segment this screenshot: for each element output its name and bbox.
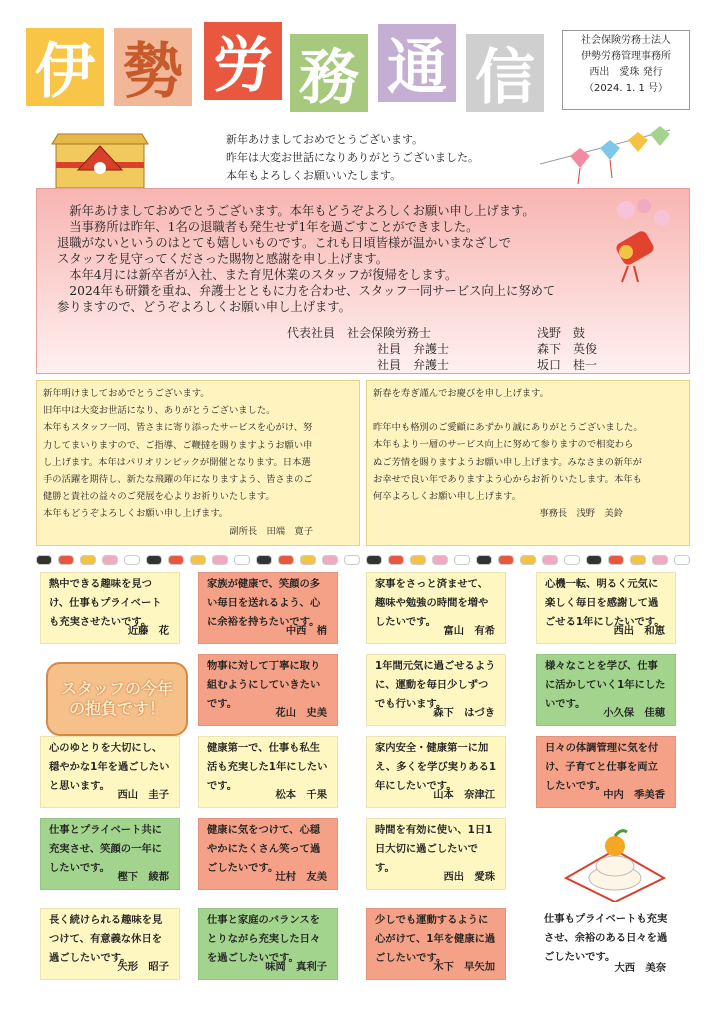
greeting-line: 昨年は大変お世話になりありがとうございました。 [226, 151, 479, 164]
staff-resolution-card [366, 654, 506, 726]
staff-resolution-card [366, 736, 506, 808]
divider-ornament [652, 555, 668, 565]
divider-ornament [300, 555, 316, 565]
staff-resolution-card [536, 736, 676, 808]
title-char: 信 [466, 34, 544, 112]
divider-ornament [366, 555, 382, 565]
publisher-office: 伊勢労務管理事務所 [581, 51, 671, 62]
resolution-text: 仕事もプライベートも充実させ、余裕のある日々を過ごしたいです。 [544, 913, 668, 963]
divider-ornament [124, 555, 140, 565]
signature-name: 坂口 桂一 [537, 358, 598, 372]
staff-name: 味岡 真利子 [265, 961, 327, 973]
representative-message [36, 188, 690, 374]
staff-resolution-card [198, 572, 338, 644]
divider-ornament [256, 555, 272, 565]
divider-ornament [80, 555, 96, 565]
staff-name: 樫下 綾都 [117, 871, 169, 883]
staff-name: 森下 はづき [433, 707, 495, 719]
resolution-text: 長く続けられる趣味を見つけて、有意義な休日を過ごしたいです。 [49, 914, 163, 964]
title-char: 務 [290, 34, 368, 112]
divider-ornament [322, 555, 338, 565]
staff-name: 大西 美奈 [614, 962, 666, 974]
message-line: 何卒よろしくお願い申し上げます。 [373, 491, 522, 503]
message-line: お幸せで良い年でありますよう心からお祈りいたします。本年も [373, 473, 642, 485]
divider-ornament [102, 555, 118, 565]
staff-name: 西山 圭子 [117, 789, 169, 801]
divider-ornament [190, 555, 206, 565]
message-signature: 副所長 田端 寛子 [229, 525, 313, 537]
staff-resolution-card [366, 818, 506, 890]
callout-line: スタッフの今年 [60, 679, 173, 698]
divider-ornament [674, 555, 690, 565]
title-char: 伊 [26, 28, 104, 106]
message-line: 本年もより一層のサービス向上に努めて参りますので相変わら [373, 439, 634, 451]
divider-ornament [454, 555, 470, 565]
greeting-line: 本年もよろしくお願いいたします。 [226, 169, 402, 182]
staff-name: 矢形 昭子 [117, 961, 169, 973]
signature-name: 浅野 鼓 [537, 326, 586, 340]
vice-director-message [36, 380, 360, 546]
resolution-text: 家族が健康で、笑顔の多い毎日を送れるよう、心に余裕を持ちたいです。 [207, 578, 321, 628]
message-line: ぬご芳情を賜りますようお願い申し上げます。みなさまの新年が [373, 456, 642, 468]
message-line: 新年明けましておめでとうございます。 [43, 388, 210, 399]
divider-ornament [630, 555, 646, 565]
divider-ornament [520, 555, 536, 565]
signature-title: 代表社員 社会保険労務士 [287, 326, 432, 340]
staff-resolution-card [536, 654, 676, 726]
divider-ornament [146, 555, 162, 565]
staff-resolution-card [40, 908, 180, 980]
greeting-line: 新年あけましておめでとうございます。 [226, 133, 424, 146]
signature-title: 社員 弁護士 [377, 342, 450, 356]
divider-ornament [410, 555, 426, 565]
message-line: 当事務所は昨年、1名の退職者も発生せず1年を過ごすことができました。 [57, 220, 479, 234]
staff-resolution-card [366, 572, 506, 644]
message-line: 健勝と貴社の益々のご発展を心よりお祈りいたします。 [43, 491, 275, 503]
resolution-text: 家事をさっと済ませて、趣味や勉強の時間を増やしたいです。 [375, 578, 489, 628]
resolution-text: 仕事とプライベート共に充実させ、笑顔の一年にしたいです。 [49, 824, 162, 874]
message-line: 手の活躍を期待し、新たな飛躍の年になりますよう、皆さまのご [43, 474, 313, 486]
message-signature: 事務長 浅野 美鈴 [539, 508, 623, 520]
staff-resolution-card [536, 572, 676, 644]
resolution-text: 少しでも運動するように心がけて、1年を健康に過ごしたいです。 [375, 914, 496, 964]
staff-resolution-card [40, 818, 180, 890]
divider-ornament [234, 555, 250, 565]
message-line: 昨年中も格別のご愛顧にあずかり誠にありがとうございました。 [373, 422, 643, 434]
staff-resolution-card [536, 908, 676, 980]
staff-resolution-card [198, 908, 338, 980]
resolution-text: 家内安全・健康第一に加え、多くを学び実りある1年にしたいです。 [375, 742, 497, 792]
staff-name: 富山 有希 [443, 625, 495, 637]
staff-name: 松本 千果 [275, 789, 327, 801]
divider-ornament [212, 555, 228, 565]
staff-resolution-card [198, 818, 338, 890]
staff-name: 木下 早矢加 [433, 961, 495, 973]
staff-name: 辻村 友美 [275, 871, 327, 883]
resolution-text: 様々なことを学び、仕事に活かしていく1年にしたいです。 [545, 660, 666, 710]
divider-ornament [168, 555, 184, 565]
divider-ornament [564, 555, 580, 565]
staff-resolution-card [198, 654, 338, 726]
message-line: 2024年も研鑽を重ね、弁護士とともに力を合わせ、スタッフ一同サービス向上に努めて [57, 284, 556, 298]
resolution-text: 健康に気をつけて、心穏やかにたくさん笑って過ごしたいです。 [207, 824, 321, 874]
new-year-box-illustration [48, 126, 152, 192]
resolution-text: 時間を有効に使い、1日1日大切に過ごしたいです。 [375, 824, 493, 874]
resolution-text: 仕事と家庭のバランスをとりながら充実した日々を過ごしたいです。 [207, 914, 321, 964]
message-line: 本年もどうぞよろしくお願い申し上げます。 [43, 508, 229, 520]
staff-name: 西出 愛珠 [443, 871, 495, 883]
message-line: し上げます。本年はパリオリンピックが開催となります。日本選 [43, 456, 311, 468]
divider-ornament [608, 555, 624, 565]
divider-ornament [586, 555, 602, 565]
message-line: 参りますので、どうぞよろしくお願い申し上げます。 [57, 300, 351, 314]
resolution-text: 日々の体調管理に気を付け、子育てと仕事を両立したいです。 [545, 742, 659, 792]
divider-ornament [432, 555, 448, 565]
flower-mallet-illustration [598, 196, 684, 288]
staff-name: 近藤 花 [127, 625, 169, 637]
resolution-text: 熱中できる趣味を見つけ、仕事もプライベートも充実させたいです。 [49, 578, 162, 628]
title-char: 労 [204, 22, 282, 100]
divider-ornament [388, 555, 404, 565]
staff-resolution-card [198, 736, 338, 808]
resolution-text: 1年間元気に過ごせるように、運動を毎日少しずつでも行います。 [375, 660, 496, 710]
publisher-org: 社会保険労務士法人 [581, 35, 671, 46]
office-manager-message [366, 380, 690, 546]
signature-name: 森下 英俊 [537, 342, 598, 356]
staff-resolution-card [40, 736, 180, 808]
title-char: 通 [378, 24, 456, 102]
signature-title: 社員 弁護士 [377, 358, 450, 372]
callout-line: の抱負です！ [68, 699, 165, 718]
divider-ornament [498, 555, 514, 565]
staff-name: 西出 和恵 [613, 625, 665, 637]
message-line: 新年あけましておめでとうございます。本年もどうぞよろしくお願い申し上げます。 [57, 204, 535, 218]
decorative-divider [36, 553, 690, 567]
staff-name: 花山 史美 [275, 707, 327, 719]
message-line [373, 402, 683, 419]
message-line: 本年もスタッフ一同、皆さまに寄り添ったサービスを心がけ、努 [43, 422, 313, 434]
divider-ornament [278, 555, 294, 565]
divider-ornament [542, 555, 558, 565]
resolution-text: 健康第一で、仕事も私生活も充実した1年にしたいです。 [207, 742, 328, 792]
resolution-text: 心機一転、明るく元気に楽しく毎日を感謝して過ごせる1年にしたいです。 [545, 578, 665, 628]
kites-illustration [540, 120, 680, 190]
staff-name: 山本 奈津江 [433, 789, 495, 801]
staff-name: 中内 季美香 [603, 789, 665, 801]
divider-ornament [58, 555, 74, 565]
message-line: スタッフを見守ってくださった賜物と感謝を申し上げます。 [57, 252, 389, 266]
message-line: 退職がないというのはとても嬉しいものです。これも日頃皆様が温かいまなざしで [57, 236, 512, 250]
message-line: 力してまいりますので、ご指導、ご鞭撻を賜りますようお願い申 [43, 439, 313, 451]
staff-resolutions-callout [46, 662, 188, 736]
kagami-mochi-illustration [560, 822, 670, 902]
publisher-box [562, 30, 690, 110]
divider-ornament [476, 555, 492, 565]
staff-name: 中西 梢 [285, 625, 327, 637]
staff-name: 小久保 佳穂 [603, 707, 665, 719]
title-char: 勢 [114, 28, 192, 106]
resolution-text: 物事に対して丁寧に取り組むようにしていきたいです。 [207, 660, 321, 710]
staff-resolution-card [40, 572, 180, 644]
divider-ornament [344, 555, 360, 565]
message-line: 新春を寿ぎ謹んでお慶びを申し上げます。 [373, 388, 549, 399]
message-line: 本年4月には新卒者が入社、また育児休業のスタッフが復帰をします。 [57, 268, 458, 282]
divider-ornament [36, 555, 52, 565]
staff-resolution-card [366, 908, 506, 980]
resolution-text: 心のゆとりを大切にし、穏やかな1年を過ごしたいと思います。 [49, 742, 170, 792]
publisher-issue-date: （2024. 1. 1 号） [583, 83, 669, 94]
message-line: 旧年中は大変お世話になり、ありがとうございました。 [43, 405, 276, 417]
publisher-issuer: 西出 愛珠 発行 [589, 67, 663, 78]
